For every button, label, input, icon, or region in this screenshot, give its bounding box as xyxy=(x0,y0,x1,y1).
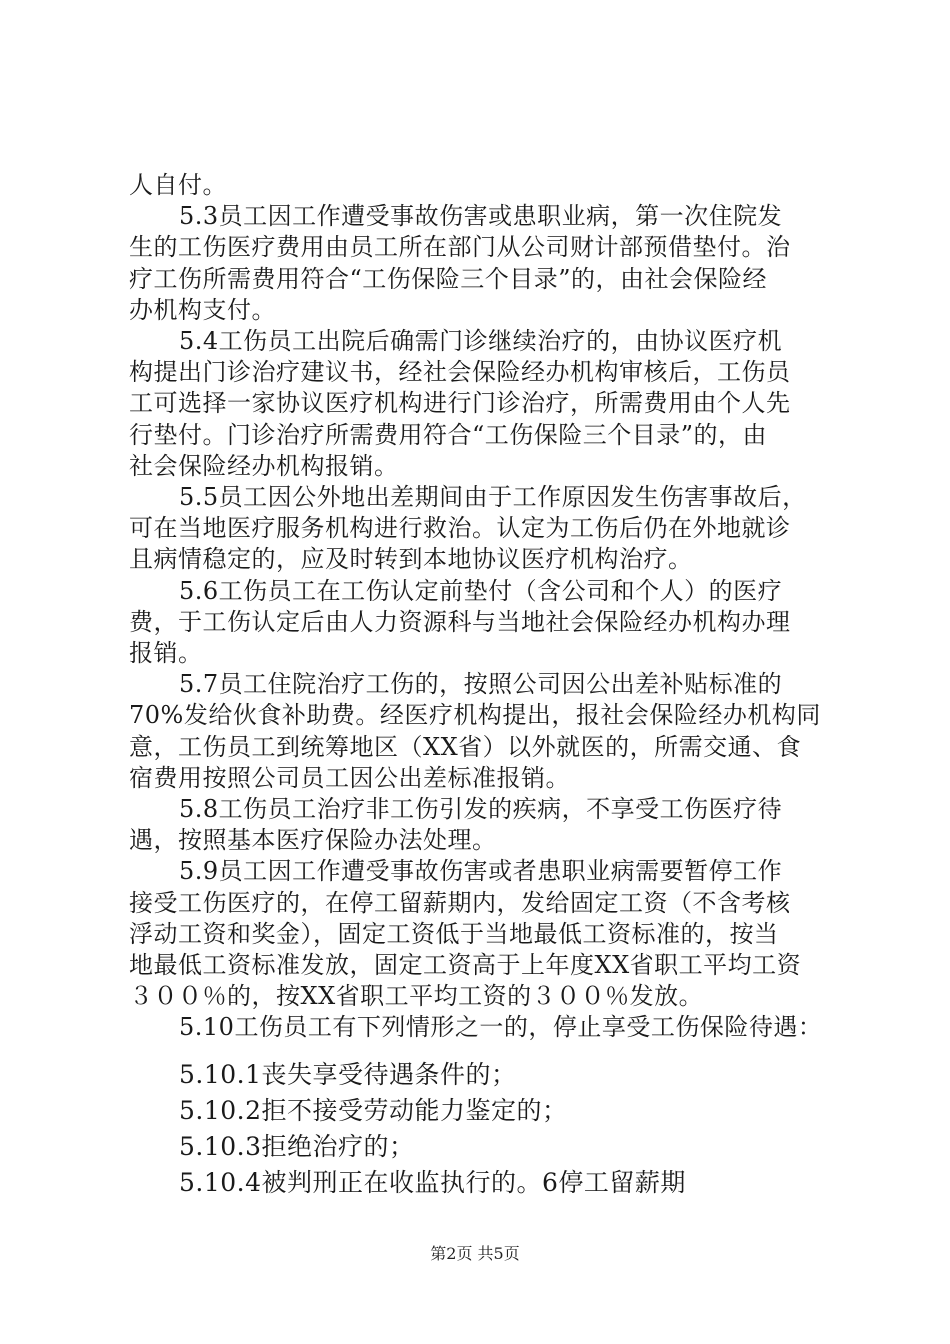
text-line: 且病情稳定的，应及时转到本地协议医疗机构治疗。 xyxy=(129,545,693,574)
text-line: 生的工伤医疗费用由员工所在部门从公司财计部预借垫付。治 xyxy=(129,233,791,262)
text-line: 5.5员工因公外地出差期间由于工作原因发生伤害事故后， xyxy=(179,483,807,511)
list-item: 5.10.2拒不接受劳动能力鉴定的； xyxy=(179,1096,568,1125)
text-line: 办机构支付。 xyxy=(129,295,276,324)
text-line: 5.7员工住院治疗工伤的，按照公司因公出差补贴标准的 xyxy=(179,670,783,699)
text-line: 5.8工伤员工治疗非工伤引发的疾病，不享受工伤医疗待 xyxy=(179,795,783,823)
page-number-footer: 第2页 共5页 xyxy=(430,1244,520,1263)
text-line: 70%发给伙食补助费。经医疗机构提出，报社会保险经办机构同 xyxy=(129,701,821,730)
text-line: 可在当地医疗服务机构进行救治。认定为工伤后仍在外地就诊 xyxy=(129,514,791,543)
text-line: ３００％的，按XX省职工平均工资的３００％发放。 xyxy=(129,982,704,1011)
text-line: 工可选择一家协议医疗机构进行门诊治疗，所需费用由个人先 xyxy=(129,389,791,418)
text-line: 意，工伤员工到统筹地区（XX省）以外就医的，所需交通、食 xyxy=(129,732,802,761)
text-line: 5.9员工因工作遭受事故伤害或者患职业病需要暂停工作 xyxy=(179,857,783,886)
text-line: 社会保险经办机构报销。 xyxy=(129,451,399,480)
text-line: 5.4工伤员工出院后确需门诊继续治疗的，由协议医疗机 xyxy=(179,327,783,355)
text-line: 疗工伤所需费用符合“工伤保险三个目录”的，由社会保险经 xyxy=(129,264,768,293)
text-line: 人自付。 xyxy=(129,171,227,199)
list-item: 5.10.3拒绝治疗的； xyxy=(179,1132,415,1161)
text-line: 行垫付。门诊治疗所需费用符合“工伤保险三个目录”的，由 xyxy=(129,420,768,449)
text-line: 5.10工伤员工有下列情形之一的，停止享受工伤保险待遇： xyxy=(179,1013,823,1042)
text-line: 遇，按照基本医疗保险办法处理。 xyxy=(129,826,497,855)
text-line: 地最低工资标准发放，固定工资高于上年度XX省职工平均工资 xyxy=(129,951,802,979)
text-line: 费，于工伤认定后由人力资源科与当地社会保险经办机构办理 xyxy=(129,607,791,636)
text-line: 接受工伤医疗的，在停工留薪期内，发给固定工资（不含考核 xyxy=(129,888,791,917)
text-line: 5.3员工因工作遭受事故伤害或患职业病，第一次住院发 xyxy=(179,202,783,231)
text-line: 构提出门诊治疗建议书，经社会保险经办机构审核后，工伤员 xyxy=(129,358,791,387)
text-line: 宿费用按照公司员工因公出差标准报销。 xyxy=(129,763,570,792)
text-line: 浮动工资和奖金），固定工资低于当地最低工资标准的，按当 xyxy=(129,919,779,948)
list-item: 5.10.1丧失享受待遇条件的； xyxy=(179,1060,517,1089)
text-line: 5.6工伤员工在工伤认定前垫付（含公司和个人）的医疗 xyxy=(179,576,783,605)
list-item: 5.10.4被判刑正在收监执行的。6停工留薪期 xyxy=(179,1168,686,1197)
text-line: 报销。 xyxy=(129,639,203,667)
